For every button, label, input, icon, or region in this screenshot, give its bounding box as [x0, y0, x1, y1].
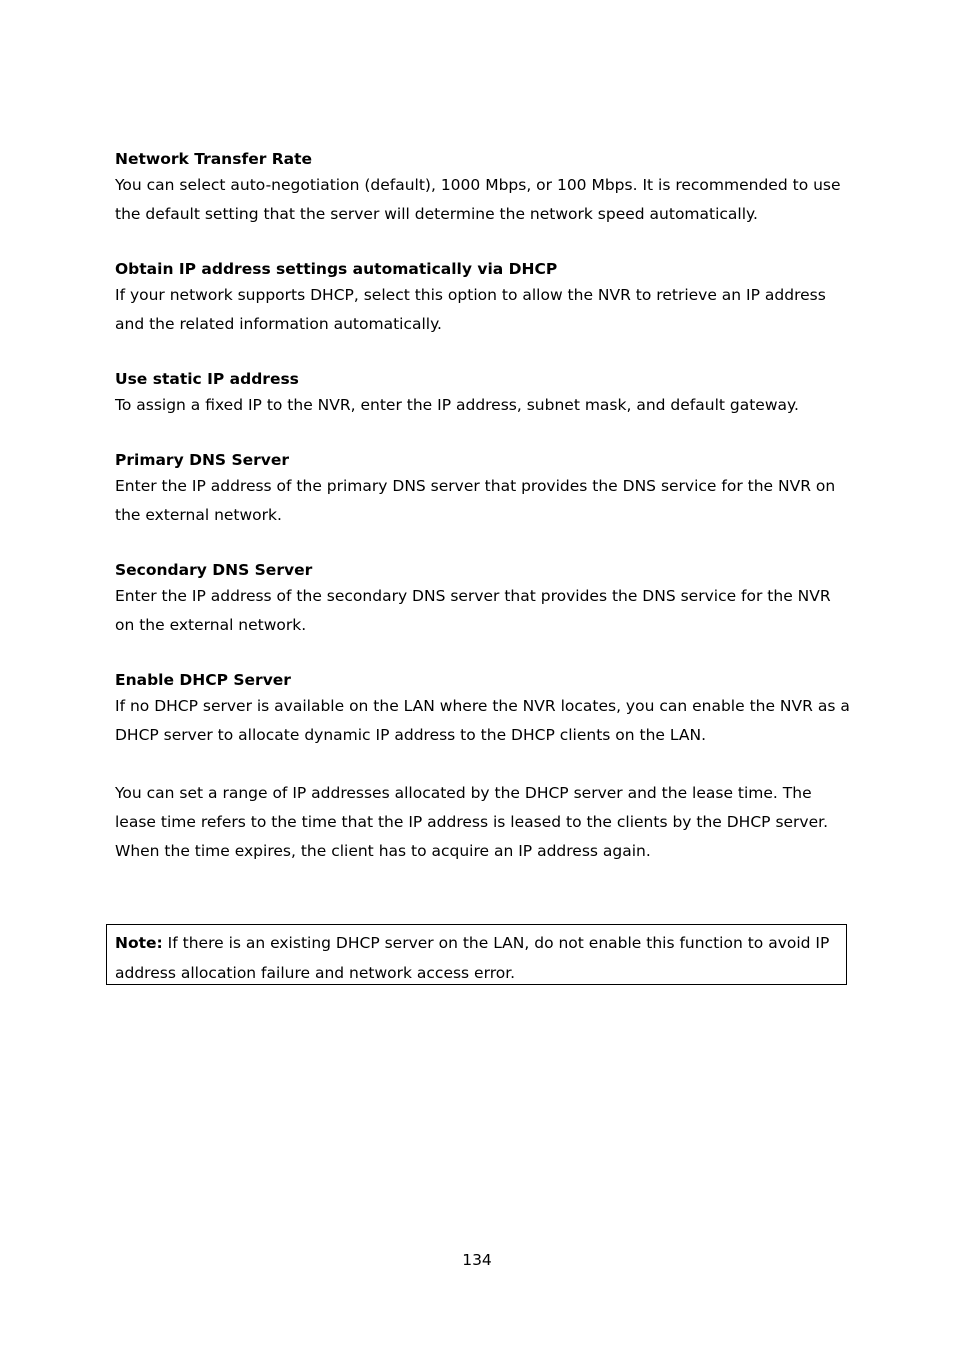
section-heading: Enable DHCP Server — [115, 671, 291, 689]
section-heading: Secondary DNS Server — [115, 561, 313, 579]
section-paragraph: To assign a fixed IP to the NVR, enter the IP address, subnet mask, and default gateway. — [115, 396, 799, 414]
section-obtain-ip-dhcp — [115, 257, 850, 339]
page-body — [115, 147, 850, 894]
note-paragraph — [115, 928, 838, 988]
note-text: If there is an existing DHCP server on the LAN, do not enable this function to avoid IP address allocation failure and network access error. — [115, 934, 830, 982]
section-paragraph: You can set a range of IP addresses allocated by the DHCP server and the lease time. The lease time refers to the time that the IP address is leased to the clients by the DHCP server. When the time expires, the client has to acquire an IP address again. — [115, 784, 829, 860]
section-heading: Primary DNS Server — [115, 451, 290, 469]
section-heading: Network Transfer Rate — [115, 150, 313, 168]
page-number: 134 — [462, 1251, 492, 1269]
section-enable-dhcp-server — [115, 668, 850, 866]
section-primary-dns — [115, 448, 850, 530]
section-static-ip — [115, 367, 850, 420]
section-secondary-dns — [115, 558, 850, 640]
section-paragraph: Enter the IP address of the secondary DNS server that provides the DNS service for the NVR on the external network. — [115, 587, 831, 634]
note-box — [106, 924, 847, 985]
section-paragraph: If no DHCP server is available on the LAN where the NVR locates, you can enable the NVR as a DHCP server to allocate dynamic IP address to the DHCP clients on the LAN. — [115, 697, 850, 744]
section-heading: Use static IP address — [115, 370, 299, 388]
note-label: Note: — [115, 934, 163, 952]
section-paragraph: You can select auto-negotiation (default), 1000 Mbps, or 100 Mbps. It is recommended to use the default setting that the server will determine the network speed automatically. — [115, 176, 841, 223]
section-paragraph: Enter the IP address of the primary DNS server that provides the DNS service for the NVR on the external network. — [115, 477, 836, 524]
section-paragraph: If your network supports DHCP, select this option to allow the NVR to retrieve an IP address and the related information automatically. — [115, 286, 826, 333]
section-heading: Obtain IP address settings automatically via DHCP — [115, 260, 558, 278]
section-network-transfer-rate — [115, 147, 850, 229]
